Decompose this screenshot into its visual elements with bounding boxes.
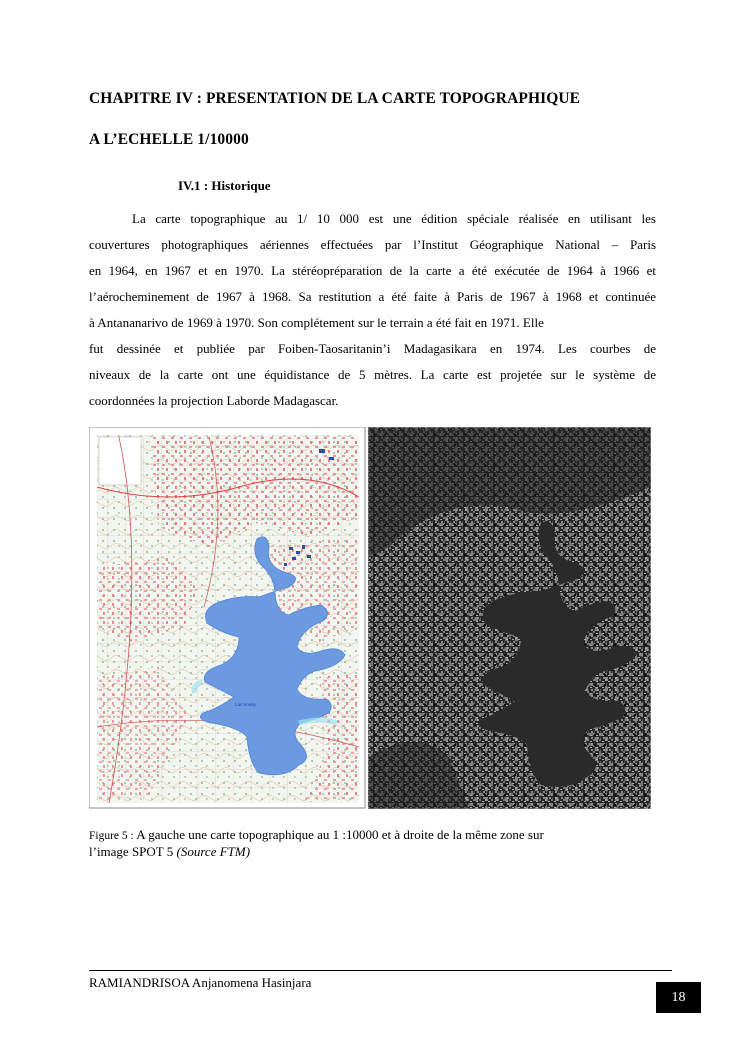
chapter-title-scale: A L’ECHELLE 1/10000 — [89, 131, 249, 148]
paragraph-line: l’aérocheminement de 1967 à 1968. Sa restitution a été faite à Paris de 1967 à 1968 et continuée — [89, 289, 656, 304]
page-number: 18 — [656, 982, 701, 1013]
caption-text-line2: l’image SPOT 5 — [89, 844, 177, 859]
chapter-title: CHAPITRE IV : PRESENTATION DE LA CARTE TOPOGRAPHIQUE — [89, 90, 581, 107]
paragraph-line: couvertures photographiques aériennes effectuées par l’Institut Géographique National – Paris — [89, 237, 656, 252]
figure-5 — [89, 427, 651, 809]
caption-source: (Source FTM) — [176, 844, 251, 859]
topographic-map — [89, 427, 365, 808]
paragraph-line: La carte topographique au 1/ 10 000 est une édition spéciale réalisée en utilisant les — [132, 211, 656, 226]
lake-label: Lac Anosy — [235, 702, 256, 707]
paragraph-line: fut dessinée et publiée par Foiben-Taosaritanin’i Madagasikara en 1974. Les courbes de — [89, 341, 656, 356]
paragraph-line: à Antananarivo de 1969 à 1970. Son complétement sur le terrain a été fait en 1971. Elle — [89, 315, 544, 330]
figure-caption — [89, 827, 669, 860]
caption-text: A gauche une carte topographique au 1 :10000 et à droite de la même zone sur — [133, 827, 544, 842]
footer-divider — [89, 970, 672, 971]
paragraph-line: en 1964, en 1967 et en 1970. La stéréopréparation de la carte a été exécutée de 1964 à 1966 et — [89, 263, 656, 278]
paragraph-line: niveaux de la carte ont une équidistance de 5 mètres. La carte est projetée sur le système de — [89, 367, 656, 382]
paragraph-line: coordonnées la projection Laborde Madagascar. — [89, 393, 339, 408]
history-paragraph — [89, 206, 656, 414]
footer-author: RAMIANDRISOA Anjanomena Hasinjara — [89, 975, 312, 990]
section-heading: IV.1 : Historique — [178, 178, 271, 193]
spot5-satellite-image — [368, 427, 651, 809]
figure-label: Figure 5 : — [89, 830, 134, 842]
